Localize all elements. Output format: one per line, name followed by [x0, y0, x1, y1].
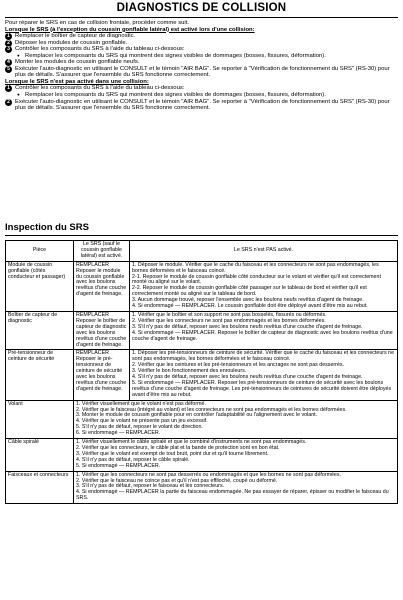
section1-step-5: 5 Exécuter l'auto-diagnostic en utilisant le CONSULT et le témoin "AIR BAG". Se reporter à "Vérification de fonctionnement du SRS" (RS-30) pour plus de détails. S'assurer que l'ensemble du SRS fonctionne correctement. [5, 66, 397, 79]
step-number: 2 [5, 99, 12, 106]
list-item: 3. Aucun dommage trouvé, reposer l'ensemble avec les boulons neufs revêtus d'agent de freinage. [132, 297, 364, 304]
part-cell: Faisceaux et connecteurs [6, 471, 74, 504]
list-item: 4. Si endommagé — REMPLACER. Reposer le boîtier de capteur de diagnostic avec les boulons revêtus d'une couche d'agent de freinage. [132, 329, 393, 342]
section2-heading: Lorsque le SRS n'est pas activé dans une collision: [5, 78, 149, 85]
header-part: Pièce [6, 241, 74, 262]
step-list [76, 402, 395, 437]
table-row [6, 439, 398, 472]
table-row [6, 311, 398, 349]
list-item: 4. S'il n'y pas de défaut, reposer avec les boulons neufs revêtus d'une couche d'agent de freinage. [132, 374, 363, 381]
step-number: 5 [5, 66, 12, 73]
list-item: 4. Si endommagé — REMPLACER. Le coussin gonflable doit être déployé avant d'être mis au rebut. [132, 303, 368, 310]
section2-step-1: 1 Contrôler les composants du SRS à l'aide du tableau ci-dessous: [5, 85, 397, 92]
part-cell: Module de coussin gonflable (côtés conducteur et passager) [6, 261, 74, 311]
part-cell: Volant [6, 400, 74, 438]
list-item: 3. Monter le module de coussin gonflable pour en contrôler l'adaptabilité ou l'alignement avec le volant. [76, 412, 318, 419]
table-row [6, 471, 398, 504]
page-title: DIAGNOSTICS DE COLLISION [116, 2, 287, 14]
list-item: 3. Vérifier que le volant est exempt de tout bruit, point dur et qu'il tourne librement. [76, 450, 269, 457]
step-number: 1 [5, 85, 12, 92]
table-row [6, 400, 398, 438]
section1-step-3: 3 Contrôler les composants du SRS à l'aide du tableau ci-dessous: [5, 46, 397, 53]
intro-text: Pour réparer le SRS en cas de collision frontale, procéder comme suit. [5, 20, 190, 26]
header-not-activated: Le SRS n'est PAS activé. [130, 241, 398, 262]
list-item: 1. Déposer le module. Vérifier que le cache du faisceau et les connecteurs ne sont pas endommagés, les bornes déformées et le faisceau coincé. [132, 261, 379, 274]
section1-step-4: 4 Monter les modules de coussin gonflable neufs. [5, 59, 397, 66]
list-item: 5. S'il n'y pas de défaut, reposer le volant de direction. [76, 424, 203, 431]
list-item: 3. S'il n'y pas de défaut, reposer avec les boulons neufs revêtus d'une couche d'agent de freinage. [132, 323, 363, 330]
part-cell: Boîtier de capteur de diagnostic [6, 311, 74, 349]
list-item: 1. Vérifier visuellement le câble spiralé et que le combiné d'instruments ne sont pas endommagés. [76, 439, 307, 446]
procedure-cell [74, 471, 398, 504]
list-item: 2-2. Reposer le module de coussin gonflable côté passager sur le tableau de bord et vérifier qu'il est correctement monté ou aligné sur le tableau de bord. [132, 285, 367, 298]
list-item: 2. Vérifier que les connecteurs, le câble plat et la bande de protection sont en bon état. [76, 445, 280, 451]
not-activated-cell [130, 261, 398, 311]
list-item: 1. Vérifier visuellement que le volant n'est pas déformé. [76, 400, 206, 407]
section1-step-2: 2 Déposer les modules de coussin gonflable. [5, 40, 397, 47]
list-item: 5. Si endommagé — REMPLACER. [76, 462, 161, 469]
not-activated-cell [130, 350, 398, 400]
activated-cell: REMPLACER Reposer le module du coussin gonflable avec les boulons revêtus d'une couche d'agent de freinage. [74, 261, 130, 311]
activated-cell: REMPLACER Reposer le pré-tensionneur de ceinture de sécurité avec les boulons revêtus d'une couche d'agent de freinage. [74, 350, 130, 400]
list-item: 1. Déposer les pré-tensionneurs de ceinture de sécurité. Vérifier que le cache du faisceau et les connecteurs ne sont pas endommagés, les bornes déformées et le faisceau coincé. [132, 350, 395, 363]
section2-bullet: ● Remplacer les composants du SRS qui montrent des signes visibles de dommages (bosses, fissures, déformation). [5, 92, 397, 99]
step-number: 3 [5, 46, 12, 53]
procedure-cell [74, 400, 398, 438]
list-item: 2. Vérifier que les ceintures et les pré-tensionneurs et les ancrages ne sont pas desserrés. [132, 362, 344, 369]
title-rule [5, 17, 398, 18]
list-item: 1. Vérifier que le boîtier et son support ne sont pas bosselés, fissurés ou déformés. [132, 311, 327, 318]
procedure-cell [74, 439, 398, 472]
table-header-row [6, 241, 398, 262]
not-activated-cell [130, 311, 398, 349]
list-item: 2. Vérifier que les connecteurs ne sont pas endommagés et les bornes déformées. [132, 317, 326, 324]
list-item: 5. Si endommagé — REMPLACER. Reposer les pré-tensionneurs de ceinture de sécurité avec les boulons revêtus d'une couche d'agent de freinage. Les pré-tensionneurs de ceintures de sécurité doivent être déployés avant d'être mis au rebut. [132, 379, 392, 398]
step-number: 1 [5, 33, 12, 40]
section1-heading: Lorsque le SRS (à l'exception du coussin gonflable latéral) est activé lors d'une collision: [5, 26, 255, 33]
step-list [132, 313, 395, 343]
table-row [6, 261, 398, 311]
section1-step-1: 1 Remplacer le boîtier de capteur de diagnostic. [5, 33, 397, 40]
list-item: 4. Si endommagé — REMPLACER la partie du faisceau endommagée. Ne pas essayer de réparer, épisser ou modifier le faisceau du SRS. [76, 489, 389, 502]
step-number: 4 [5, 59, 12, 66]
step-list [76, 440, 395, 470]
part-cell: Pré-tensionneur de ceinture de sécurité [6, 350, 74, 400]
inspection-table [5, 240, 398, 504]
table-body [6, 261, 398, 503]
list-item: 2. Vérifier que le faisceau ne coince pas et qu'il n'est pas effiloché, coupé ou déformé. [76, 477, 278, 484]
section-rule [5, 235, 398, 236]
section1-bullet: ● Remplacer les composants du SRS qui montrent des signes visibles de dommages (bosses, fissures, déformation). [5, 53, 397, 60]
list-item: 2. Vérifier que le faisceau (intégré au volant) et les connecteurs ne sont pas endommagés et les bornes déformées. [76, 406, 347, 413]
inspection-title: Inspection du SRS [5, 222, 89, 233]
list-item: 1. Vérifier que les connecteurs ne sont pas desserrés ou endommagés et que les bornes ne sont pas déformées. [76, 471, 341, 478]
part-cell: Câble spiralé [6, 439, 74, 472]
step-list [132, 263, 395, 310]
list-item: 4. S'il n'y pas de défaut, reposer le câble spiralé. [76, 456, 190, 463]
header-activated: Le SRS (sauf le coussin gonflable latéral) est activé. [74, 241, 130, 262]
step-list [132, 351, 395, 398]
list-item: 2-1. Reposer le module de coussin gonflable côté conducteur sur le volant et vérifier qu'il est correctement monté ou aligné sur le volant. [132, 273, 381, 286]
step-number: 2 [5, 40, 12, 47]
list-item: 6. Si endommagé — REMPLACER. [76, 430, 161, 437]
procedure-text [5, 20, 397, 112]
list-item: 4. Vérifier que le volant ne présente pas un jeu excessif. [76, 418, 208, 425]
activated-cell: REMPLACER Reposer le boîtier de capteur de diagnostic avec les boulons revêtus d'une couche d'agent de freinage. [74, 311, 130, 349]
list-item: 3. S'il n'y pas de défaut, reposer le faisceau et les connecteurs. [76, 483, 225, 490]
section2-step-2: 2 Exécuter l'auto-diagnostic en utilisant le CONSULT et le témoin "AIR BAG". Se reporter à "Vérification de fonctionnement du SRS" (RS-30) pour plus de détails. S'assurer que l'ensemble du SRS fonctionne correctement. [5, 99, 397, 112]
step-list [76, 473, 395, 503]
table-row [6, 350, 398, 400]
list-item: 3. Vérifier le bon fonctionnement des enrouleurs. [132, 368, 247, 375]
